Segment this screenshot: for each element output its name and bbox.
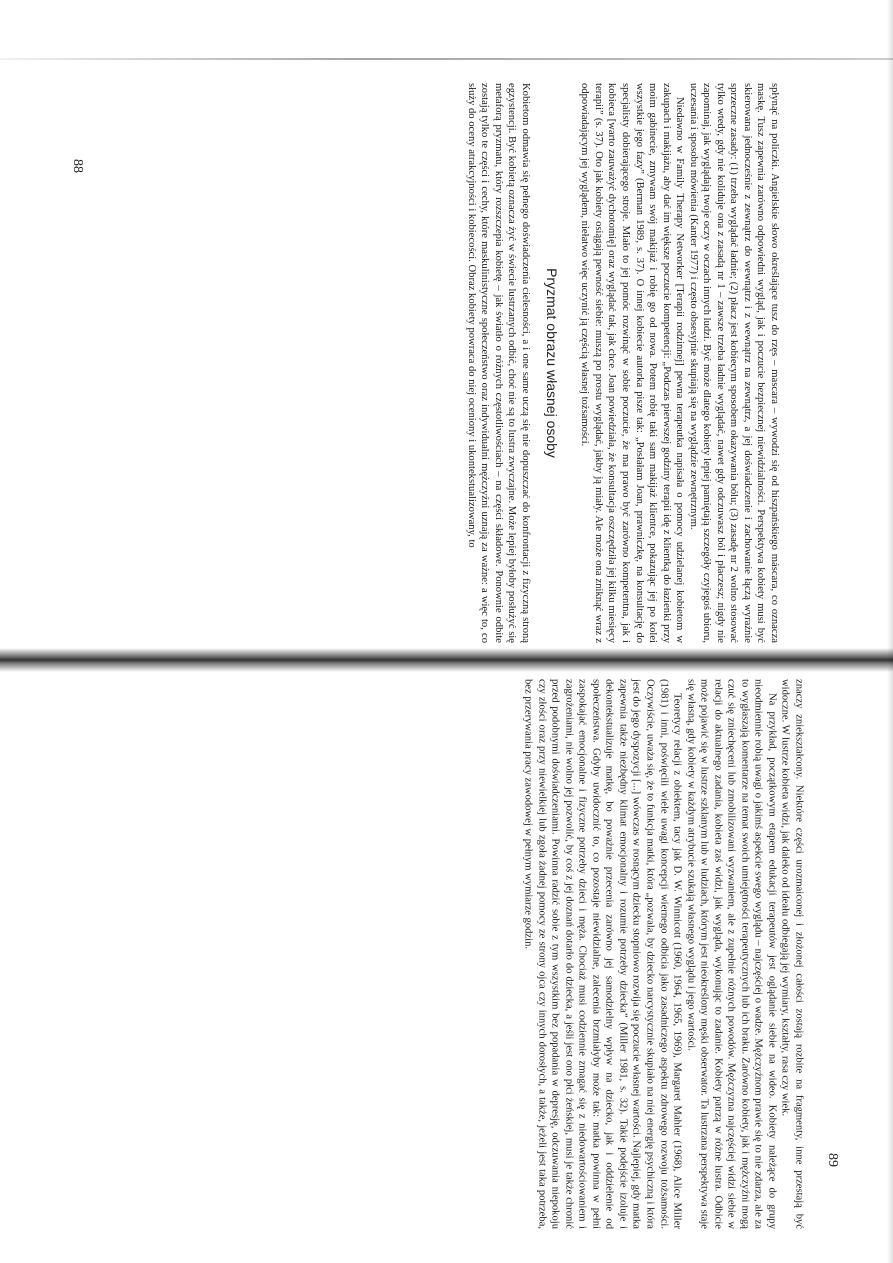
page-88-text-column (91, 83, 781, 643)
page-88 (88, 80, 783, 645)
scan-right-edge (887, 0, 893, 1263)
paragraph: spłynąć na policzki. Angielskie słowo określające tusz do rzęs – mascara – wywodzi się od hiszpańskiego máscara, co oznacza maskę. Tusz zapewnia zarówno odpowiedni wygląd, jak i poczucie bezpiecznej niewidzialności. Perspektywa kobiety musi być skierowana jednocześnie z zewnątrz do wewnątrz i z wewnątrz na zewnątrz, a jej doświadczenie i zachowanie łączą wyraźnie sprzeczne zasady: (1) trzeba wyglądać ładnie; (2) płacz jest kobiecym sposobem okazywania bólu; (3) zasadę nr 2 wolno stosować tylko wtedy, gdy nie koliduje ona z zasadą nr 1 – zawsze trzeba ładnie wyglądać, nawet gdy odczuwasz ból i płaczesz; nigdy nie zapominaj, jak wyglądają twoje oczy w oczach innych ludzi. Być może dlatego kobiety lepiej pamiętają szczegóły czyjegoś ubioru, uczesania i sposobu mówienia (Kanter 1977) i często obsesyjnie skupiają się na wyglądzie zewnętrznym. (687, 82, 780, 643)
paragraph: Teoretycy relacji z obiektem, tacy jak D. W. Winnicott (1960, 1964, 1965, 1969), Margaret Mahler (1968), Alice Miller (1981) i inni, poświęcili wiele uwagi koncepcji wiernego odbicia jako zasadniczego aspektu zdrowego rozwoju tożsamości. Oczywiście, uważa się, że to funkcja matki, która „pozwala, by dziecko narcystycznie skupiało na niej energię psychiczną i która jest do jego dyspozycji [...] wówczas w rosnącym dziecku stopniowo rozwija się poczucie własnej wartości. Najlepiej, gdy matka zapewnia także niezbędny klimat emocjonalny i rozumie potrzeby dziecka” (Miller 1981, s. 32). Takie podejście izoluje i dekontekstualizuje matkę, bo poważnie przecenia zarówno jej samodzielny wpływ na dziecko, jak i oddzielenie od społeczeństwa. Gdyby uwidocznić to, co pozostaje niewidzialne, zalecenia brzmiałyby może tak: matka powinna w pełni zaspokajać emocjonalne i fizyczne potrzeby dzieci i męża. Chociaż musi codziennie zmagać się z niedowartościowaniem i zagrożeniami, nie wolno jej pozwolić, by coś z jej doznań dotarło do dziecka, a jeśli jest ono płci żeńskiej, musi je także chronić przed podobnymi doświadczeniami. Powinna radzić sobie z tym wszystkim bez popadania w depresję, odczuwania niepokoju czy złości oraz przy niewielkiej lub zgoła żadnej pomocy ze strony ojca czy innych dorosłych, a także, jeżeli jest taka potrzeba, bez przerywania pracy zawodowej w pełnym wymiarze godzin. (522, 678, 683, 1229)
paragraph: Kobietom odmawia się pełnego doświadczenia cielesności, a i one same uczą się nie dopuszczać do konfrontacji z fizyczną stroną egzystencji. Być kobietą oznacza żyć w świecie lustrzanych odbić, choć nie są to lustra zwyczajne. Może lepiej byłoby posłużyć się metaforą pryzmatu, który rozszczepia kobietę – jak światło o różnych częstotliwościach – na części składowe. Ponownie odbite zostają tylko te części i cechy, które maskulinistyczne społeczeństwo oraz indywidualni mężczyźni uznają za ważne: a więc to, co służy do oceny atrakcyjności i kobiecości. Obraz kobiety powraca do niej oceniony i ukontekstualizowany, to (465, 82, 531, 643)
section-heading: Pryzmat obrazu własnej osoby (543, 267, 560, 458)
page-89 (88, 676, 808, 1231)
page-89-text-column (91, 679, 806, 1229)
book-spine-shadow (0, 648, 893, 672)
scan-top-edge (0, 58, 893, 60)
paragraph: Niedawno w Family Therapy Networker [Terapii rodzinnej] pewna terapeutka napisała o pomocy udzielanej kobietom w zakupach i makijażu, aby dać im większe poczucie kompetencji: „Podczas pierwszej godziny terapii idę z klientką do łazienki przy moim gabinecie, zmywam swój makijaż i robię go od nowa. Potem robię taki sam makijaż klientce, pokazując jej po kolei wszystkie jego fazy” (Berman 1989, s. 37). O innej kobiecie autorka pisze tak: „Posłałam Joan, prawniczkę, na konsultację do specjalisty dobierającego stroje. Miało to jej pomóc rozwinąć w sobie poczucie, że ma prawo być zarówno kompetentna, jak i kobieca [warto zauważyć dychotomię] oraz wyglądać tak, jak chce. Joan powiedziała, że konsultacja oszczędziła jej kilku miesięcy terapii” (s. 37). Oto jak kobiety osiągają pewność siebie: muszą po prostu wyglądać, jakby ją miały. Ale może ona zniknąć wraz z odpowiadającym jej wyglądem, niełatwo więc uczynić ją częścią własnej tożsamości. (578, 82, 685, 643)
page-number-88: 88 (70, 159, 85, 173)
paragraph: znaczy zniekształcony. Niektóre części urozmaiconej i złożonej całości zostają rozbite na fragmenty, inne przestają być widoczne. W lustrze kobieta widzi, jak daleko od ideału odbiegają jej wymiary, kształty, rasa czy wiek. (779, 678, 805, 1229)
paragraph: Na przykład, początkowym etapem edukacji terapeutów jest oglądanie siebie na wideo. Kobiety należące do grupy nieodmiennie robią uwagi o jakimś aspekcie swego wyglądu – najczęściej o wadze. Mężczyźnom prawie się to nie zdarza, ale za to wygłaszają komentarze na temat swoich umiejętności terapeutycznych lub ich braku. Zarówno kobiety, jak i mężczyźni mogą czuć się zniechęceni lub zmobilizowani wyzwaniem, ale z zupełnie różnych powodów. Mężczyzna najczęściej widzi siebie w relacji do aktualnego zadania, kobieta zaś widzi, jak wygląda, wykonując to zadanie. Kobiety patrzą w różne lustra. Odbicie może pojawić się w lustrze szklanym lub w ludziach, którym jest nieokreślony męski obserwator. Ta lustrzana perspektywa staje się własną, gdy kobiety w każdym atrybucie szukają własnego wyglądu i jego wartości. (685, 678, 778, 1229)
page-number-89: 89 (825, 1153, 840, 1167)
